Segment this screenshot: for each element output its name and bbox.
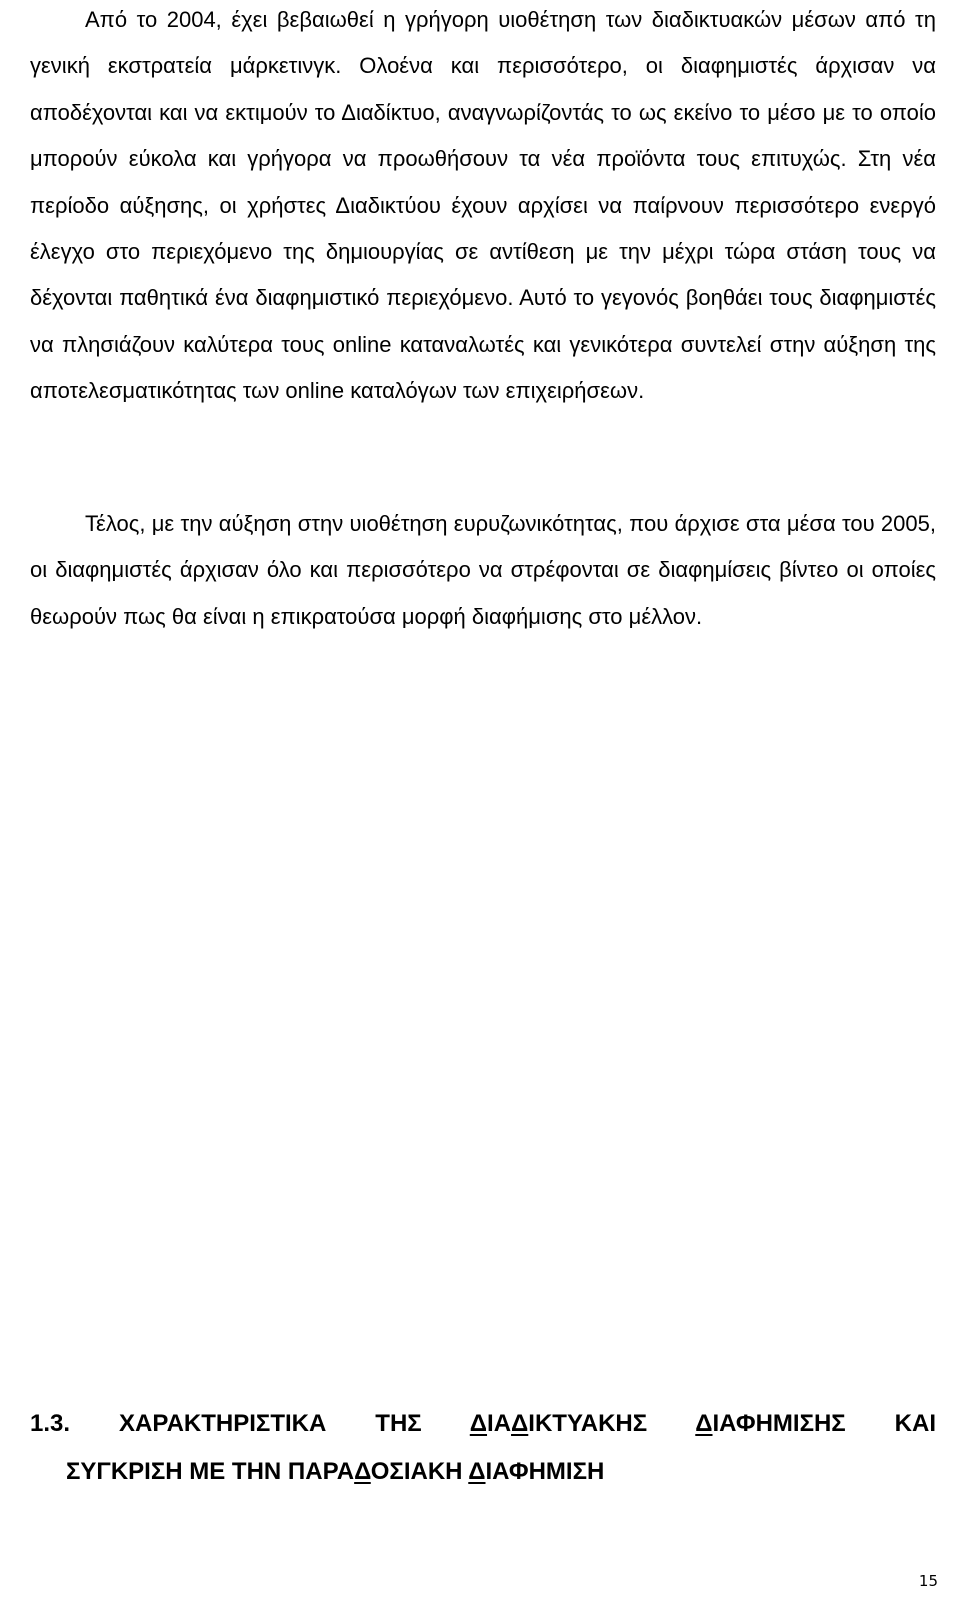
body-paragraph-2: Τέλος, με την αύξηση στην υιοθέτηση ευρυζωνικότητας, που άρχισε στα μέσα του 2005, οι διαφημιστές άρχισαν όλο και περισσότερο να στρέφονται σε διαφημίσεις βίντεο οι οποίες θεωρούν πως θα είναι η επικρατούσα μορφή διαφήμισης στο μέλλον.: [30, 511, 936, 629]
heading-text: ΣΥΓΚΡΙΣΗ ΜΕ ΤΗΝ ΠΑΡΑ: [66, 1458, 355, 1485]
heading-text: ΙΑ: [487, 1410, 512, 1437]
heading-underlined-letter: Δ: [511, 1410, 529, 1437]
heading-underlined-letter: Δ: [695, 1410, 713, 1437]
heading-text: ΙΑΦΗΜΙΣΗΣ ΚΑΙ: [712, 1410, 937, 1437]
heading-text: ΧΑΡΑΚΤΗΡΙΣΤΙΚΑ ΤΗΣ: [119, 1410, 470, 1437]
heading-text: ΙΚΤΥΑΚΗΣ: [528, 1410, 696, 1437]
body-paragraph-1: Από το 2004, έχει βεβαιωθεί η γρήγορη υιοθέτηση των διαδικτυακών μέσων από τη γενική εκστρατεία μάρκετινγκ. Ολοένα και περισσότερο, οι διαφημιστές άρχισαν να αποδέχονται και να εκτιμούν το Διαδίκτυο, αναγνωρίζοντάς το ως εκείνο το μέσο με το οποίο μπορούν εύκολα και γρήγορα να προωθήσουν τα νέα προϊόντα τους επιτυχώς. Στη νέα περίοδο αύξησης, οι χρήστες Διαδικτύου έχουν αρχίσει να παίρνουν περισσότερο ενεργό έλεγχο στο περιεχόμενο της δημιουργίας σε αντίθεση με την μέχρι τώρα στάση τους να δέχονται παθητικά ένα διαφημιστικό περιεχόμενο. Αυτό το γεγονός βοηθάει τους διαφημιστές να πλησιάζουν καλύτερα τους online καταναλωτές και γενικότερα συντελεί στην αύξηση της αποτελεσματικότητας των online καταλόγων των επιχειρήσεων.: [30, 7, 936, 404]
heading-underlined-letter: Δ: [468, 1458, 486, 1485]
heading-underlined-letter: Δ: [354, 1458, 371, 1485]
section-number: 1.3.: [30, 1410, 71, 1437]
heading-text: ΙΑΦΗΜΙΣΗ: [485, 1458, 605, 1485]
section-heading-line-2: [30, 1448, 936, 1496]
page-number: 15: [918, 1572, 938, 1590]
heading-underlined-letter: Δ: [469, 1410, 488, 1437]
section-heading-line-1: [30, 1400, 936, 1448]
section-heading: [30, 1400, 936, 1496]
heading-text: ΟΣΙΑΚΗ: [370, 1458, 469, 1485]
